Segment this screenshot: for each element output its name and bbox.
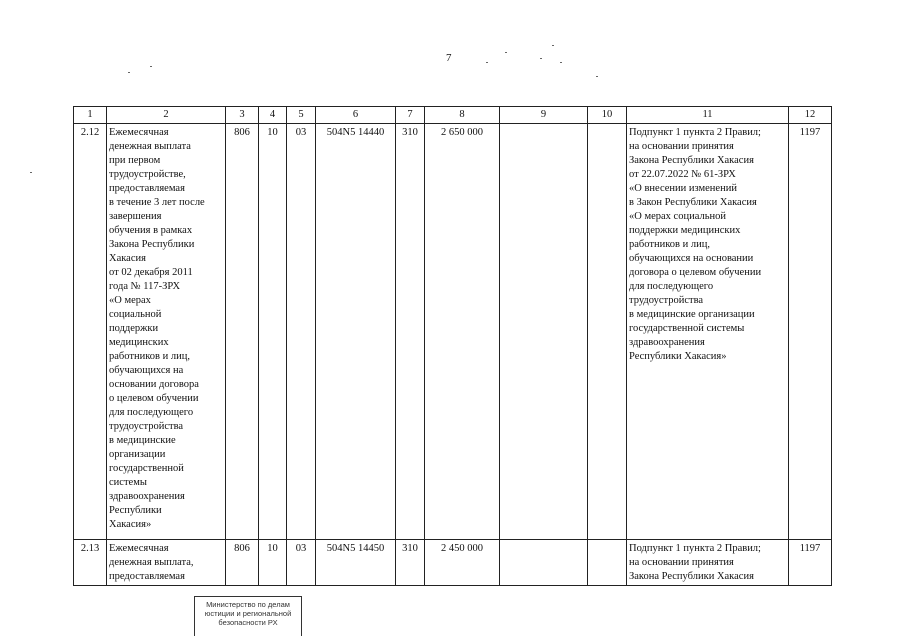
code-cell: 310 bbox=[396, 124, 425, 540]
scan-speck bbox=[30, 172, 32, 173]
scan-speck bbox=[150, 66, 152, 67]
empty-cell bbox=[588, 124, 627, 540]
code-cell: 10 bbox=[259, 540, 287, 586]
scan-speck bbox=[560, 62, 562, 63]
column-header: 12 bbox=[789, 107, 832, 124]
scan-speck bbox=[596, 76, 598, 77]
scan-speck bbox=[128, 72, 130, 73]
empty-cell bbox=[500, 124, 588, 540]
scan-speck bbox=[552, 45, 554, 46]
column-header: 10 bbox=[588, 107, 627, 124]
code-cell: 10 bbox=[259, 124, 287, 540]
scan-speck bbox=[540, 58, 542, 59]
table-row bbox=[74, 540, 832, 586]
column-header: 7 bbox=[396, 107, 425, 124]
code-cell: 504N5 14450 bbox=[316, 540, 396, 586]
empty-cell bbox=[588, 540, 627, 586]
column-header: 1 bbox=[74, 107, 107, 124]
row-number: 2.13 bbox=[74, 540, 107, 586]
column-header: 2 bbox=[107, 107, 226, 124]
column-header: 6 bbox=[316, 107, 396, 124]
code-cell: 806 bbox=[226, 124, 259, 540]
column-header: 4 bbox=[259, 107, 287, 124]
scan-speck bbox=[486, 62, 488, 63]
payment-description: Ежемесячная денежная выплата при первом трудоустройстве, предоставляемая в течение 3 лет после завершения обучения в рамках Закона Республики Хакасия от 02 декабря 2011 года № 117-ЗРХ «О мерах социальной поддержки медицинских работников и лиц, обучающихся на основании договора о целевом обучении для последующего трудоустройства в медицинские организации государственной системы здравоохранения Республики Хакасия» bbox=[107, 124, 226, 540]
column-header: 8 bbox=[425, 107, 500, 124]
table-row bbox=[74, 124, 832, 540]
column-header: 11 bbox=[627, 107, 789, 124]
column-header: 5 bbox=[287, 107, 316, 124]
code-cell: 310 bbox=[396, 540, 425, 586]
empty-cell bbox=[500, 540, 588, 586]
column-header: 3 bbox=[226, 107, 259, 124]
column-header: 9 bbox=[500, 107, 588, 124]
code-cell: 504N5 14440 bbox=[316, 124, 396, 540]
code-cell: 1197 bbox=[789, 124, 832, 540]
legal-basis: Подпункт 1 пункта 2 Правил; на основании принятия Закона Республики Хакасия от 22.07.2022 № 61-ЗРХ «О внесении изменений в Закон Республики Хакасия «О мерах социальной поддержки медицинских работников и лиц, обучающихся на основании договора о целевом обучении для последующего трудоустройства в медицинские организации государственной системы здравоохранения Республики Хакасия» bbox=[627, 124, 789, 540]
code-cell: 806 bbox=[226, 540, 259, 586]
budget-table bbox=[73, 106, 832, 586]
scan-speck bbox=[505, 52, 507, 53]
code-cell: 1197 bbox=[789, 540, 832, 586]
row-number: 2.12 bbox=[74, 124, 107, 540]
amount-cell: 2 650 000 bbox=[425, 124, 500, 540]
code-cell: 03 bbox=[287, 540, 316, 586]
payment-description: Ежемесячная денежная выплата, предоставляемая bbox=[107, 540, 226, 586]
registration-stamp: Министерство по делам юстиции и региональной безопасности РХ bbox=[194, 596, 302, 636]
code-cell: 03 bbox=[287, 124, 316, 540]
legal-basis: Подпункт 1 пункта 2 Правил; на основании принятия Закона Республики Хакасия bbox=[627, 540, 789, 586]
header-row bbox=[74, 107, 832, 124]
page-number: 7 bbox=[446, 52, 452, 64]
amount-cell: 2 450 000 bbox=[425, 540, 500, 586]
